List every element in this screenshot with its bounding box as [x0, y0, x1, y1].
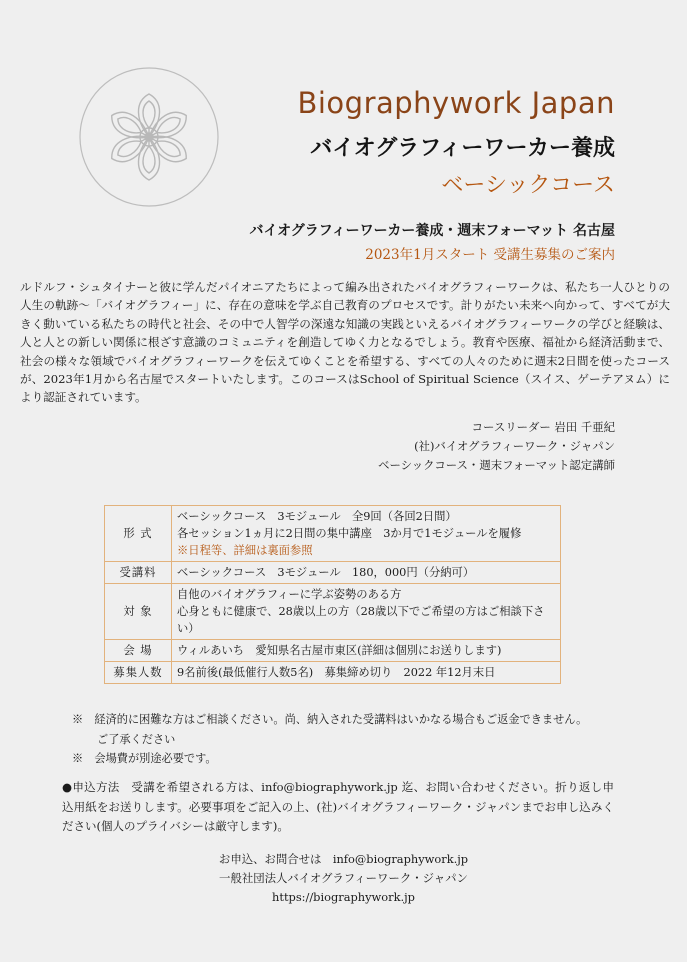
- refund-note-continued: ご了承ください: [97, 732, 176, 746]
- contact-block: [0, 850, 687, 907]
- application-method: ●申込方法 受講を希望される方は、info@biographywork.jp 迄、お問い合わせください。折り返し申込用紙をお送りします。必要事項をご記入の上、(社)バイオグラフィーワーク・ジャパンまでお申し込みください(個人のプライバシーは厳守します)。: [62, 780, 614, 833]
- course-title: バイオグラフィーワーカー養成: [310, 135, 615, 161]
- intro-paragraph: ルドルフ・シュタイナーと彼に学んだパイオニアたちによって編み出されたバイオグラフィーワークは、私たち一人ひとりの人生の軌跡～「バイオグラフィー」に、存在の意味を学ぶ自己教育のプロセスです。計りがたい未来へ向かって、すべてが大きく動いている私たちの時代と社会、その中で人智学の深遠な知識の実践といえるバイオグラフィーワークの学びと経験は、人と人との新しい関係に根ざす意識のコミュニティを創造してゆく力となるでしょう。教育や医療、福祉から経済活動まで、社会の様々な領域でバイオグラフィーワークを伝えてゆくことを希望する、すべての人々のために週末2日間を使ったコースが、2023年1月から名古屋でスタートいたします。このコースはSchool of Spiritual Science（スイス、ゲーテアヌム）により認証されています。: [20, 280, 670, 405]
- row-value: ウィルあいち 愛知県名古屋市東区(詳細は個別にお送りします): [172, 640, 561, 662]
- row-label: 対 象: [105, 584, 172, 640]
- format-heading: バイオグラフィーワーカー養成・週末フォーマット 名古屋: [249, 223, 615, 239]
- contact-organization: 一般社団法人バイオグラフィーワーク・ジャパン: [219, 871, 468, 885]
- venue-fee-note: ※ 会場費が別途必要です。: [72, 752, 217, 765]
- table-row: [105, 562, 561, 584]
- table-row: [105, 640, 561, 662]
- row-label: 会 場: [105, 640, 172, 662]
- signature-role: ベーシックコース・週末フォーマット認定講師: [378, 458, 615, 472]
- notes-block: [72, 710, 587, 769]
- signature-leader: コースリーダー 岩田 千亜紀: [471, 420, 615, 434]
- course-info-table: [104, 505, 561, 684]
- course-subtitle: ベーシックコース: [441, 173, 615, 198]
- row-label: 募集人数: [105, 662, 172, 684]
- refund-note: ※ 経済的に困難な方はご相談ください。尚、納入された受講料はいかなる場合もご返金できません。: [72, 713, 588, 726]
- recruitment-heading: 2023年1月スタート 受講生募集のご案内: [365, 247, 615, 263]
- schedule-note: ※日程等、詳細は裏面参照: [177, 544, 313, 557]
- contact-email-line: お申込、お問合せは info@biographywork.jp: [218, 852, 469, 866]
- row-value: 9名前後(最低催行人数5名) 募集締め切り 2022 年12月末日: [172, 662, 561, 684]
- website-link[interactable]: https://biographywork.jp: [272, 890, 415, 904]
- table-row: [105, 584, 561, 640]
- row-value: 自他のバイオグラフィーに学ぶ姿勢のある方 心身ともに健康で、28歳以上の方（28歳以下でご希望の方はご相談下さい）: [172, 584, 561, 640]
- row-label: 受講料: [105, 562, 172, 584]
- brand-name: Biographywork Japan: [297, 86, 615, 120]
- signature-block: [378, 418, 615, 475]
- row-value: ベーシックコース 3モジュール 180，000円（分納可）: [172, 562, 561, 584]
- table-row: [105, 506, 561, 562]
- signature-organization: (社)バイオグラフィーワーク・ジャパン: [414, 439, 615, 453]
- row-value: ベーシックコース 3モジュール 全9回（各回2日間） 各セッション1ヵ月に2日間の集中講座 3か月で1モジュールを履修 ※日程等、詳細は裏面参照: [172, 506, 561, 562]
- rose-emblem-icon: [78, 66, 220, 208]
- table-row: [105, 662, 561, 684]
- row-label: 形 式: [105, 506, 172, 562]
